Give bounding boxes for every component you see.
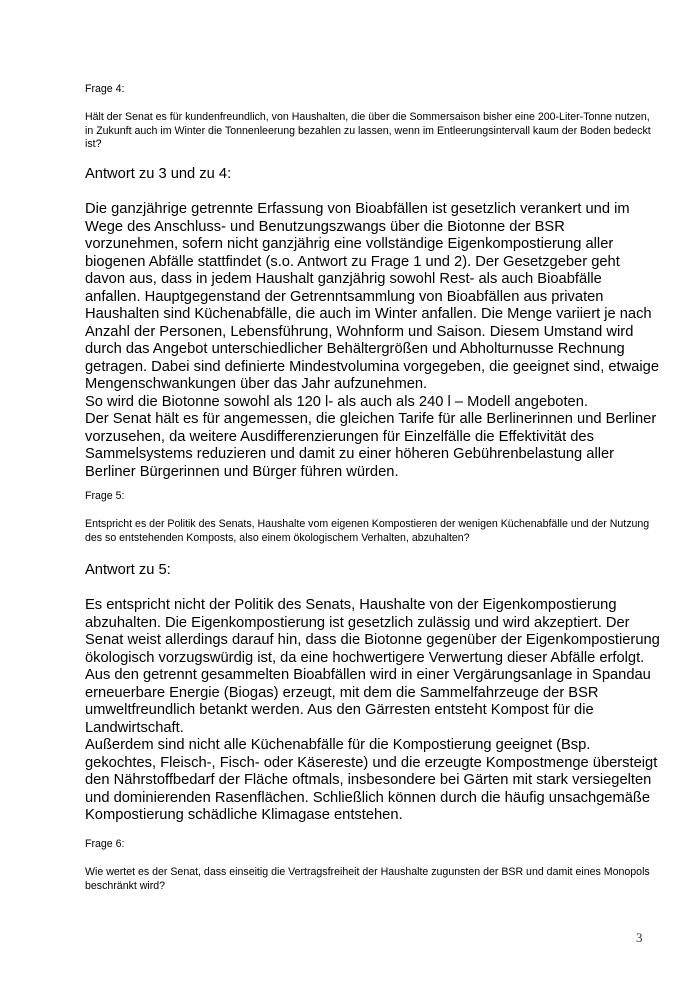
antwort-5-heading: Antwort zu 5:: [85, 562, 171, 578]
page-number: 3: [636, 930, 643, 945]
antwort-5-paragraph: Außerdem sind nicht alle Küchenabfälle für die Kompostierung geeignet (Bsp. gekochtes, Fleisch-, Fisch- oder Käsereste) und die erzeugte Kompostmenge übersteigt den Nährstoffbedarf der Fläche oftmals, insbesondere bei Gärten mit stark versiegelten und dominierenden Rasenflächen. Schließlich können durch die häufig unsachgemäße Kompostierung schädliche Klimagase entstehen.: [85, 737, 658, 823]
frage-4-text: Hält der Senat es für kundenfreundlich, von Haushalten, die über die Sommersaison bisher eine 200-Liter-Tonne nutzen, in Zukunft auch im Winter die Tonnenleerung bezahlen zu lassen, wenn im Entleerungsintervall kaum der Boden bedeckt ist?: [85, 111, 651, 150]
antwort-3-4-paragraph: So wird die Biotonne sowohl als 120 l- als auch als 240 l – Modell angeboten.: [85, 393, 588, 410]
frage-5-label: Frage 5:: [85, 490, 125, 502]
antwort-3-4-paragraph: Der Senat hält es für angemessen, die gleichen Tarife für alle Berlinerinnen und Berliner vorzusehen, da weitere Ausdifferenzierungen für Einzelfälle die Effektivität des Sammelsystems reduzieren und damit zu einer höheren Gebührenbelastung aller Berliner Bürgerinnen und Bürger führen würden.: [85, 411, 657, 480]
antwort-3-4-paragraph: Die ganzjährige getrennte Erfassung von Bioabfällen ist gesetzlich verankert und im Wege des Anschluss- und Benutzungszwangs über die Biotonne der BSR vorzunehmen, sofern nicht ganzjährig eine vollständige Eigenkompostierung aller biogenen Abfälle stattfindet (s.o. Antwort zu Frage 1 und 2). Der Gesetzgeber geht davon aus, dass in jedem Haushalt ganzjährig sowohl Rest- als auch Bioabfälle anfallen. Hauptgegenstand der Getrenntsammlung von Bioabfällen aus privaten Haushalten sind Küchenabfälle, die auch im Winter anfallen. Die Menge variiert je nach Anzahl der Personen, Lebensführung, Wohnform und Saison. Diesem Umstand wird durch das Angebot unterschiedlicher Behältergrößen und Abholturnusse Rechnung getragen. Dabei sind definierte Mindestvolumina vorgegeben, die geeignet sind, etwaige Mengenschwankungen über das Jahr aufzunehmen.: [85, 201, 660, 392]
antwort-5-body: [85, 597, 660, 825]
frage-6-label: Frage 6:: [85, 838, 125, 850]
antwort-3-4-heading: Antwort zu 3 und zu 4:: [85, 166, 232, 182]
antwort-5-paragraph: Es entspricht nicht der Politik des Senats, Haushalte von der Eigenkompostierung abzuhalten. Die Eigenkompostierung ist gesetzlich zulässig und wird akzeptiert. Der Senat weist allerdings darauf hin, dass die Biotonne gegenüber der Eigenkompostierung ökologisch vorzugswürdig ist, da eine hochwertigere Verwertung dieser Abfälle erfolgt. Aus den getrennt gesammelten Bioabfällen wird in einer Vergärungsanlage in Spandau erneuerbare Energie (Biogas) erzeugt, mit dem die Sammelfahrzeuge der BSR umweltfreundlich betankt werden. Aus den Gärresten entsteht Kompost für die Landwirtschaft.: [85, 597, 660, 736]
frage-4-label: Frage 4:: [85, 83, 125, 95]
antwort-3-4-body: [85, 201, 660, 481]
frage-6-text: Wie wertet es der Senat, dass einseitig die Vertragsfreiheit der Haushalte zugunsten der BSR und damit eines Monopols beschränkt wird?: [85, 866, 650, 892]
frage-5-text: Entspricht es der Politik des Senats, Haushalte vom eigenen Kompostieren der wenigen Küchenabfälle und der Nutzung des so entstehenden Komposts, also einem ökologischem Verhalten, abzuhalten?: [85, 518, 650, 544]
